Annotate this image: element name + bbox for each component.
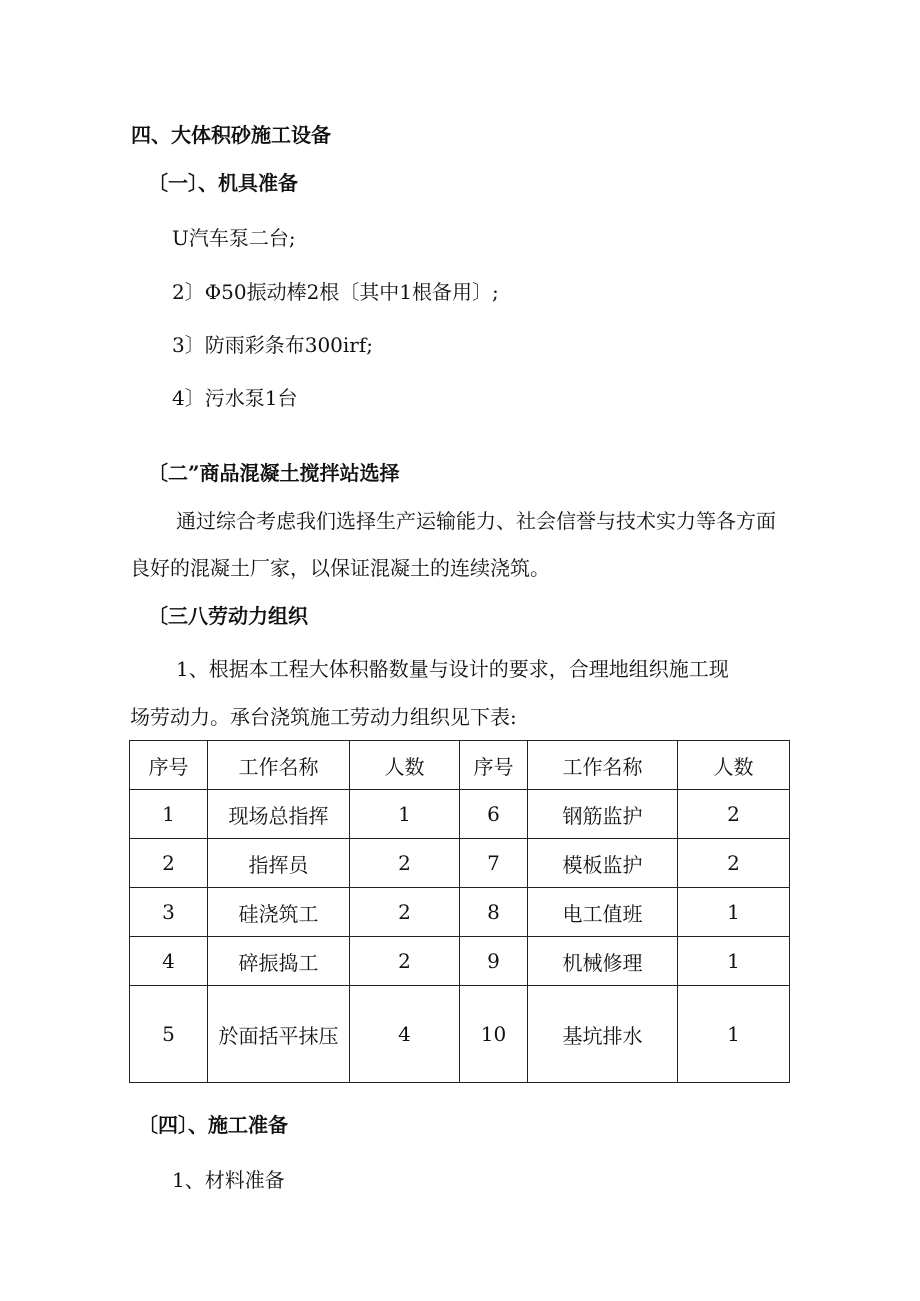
table-cell: 8 [460, 888, 528, 937]
table-cell: 现场总指挥 [208, 790, 350, 839]
header-cell: 人数 [350, 741, 460, 790]
header-cell: 序号 [460, 741, 528, 790]
table-row [130, 888, 790, 937]
table-cell: 1 [678, 937, 790, 986]
table-cell: 2 [350, 839, 460, 888]
table-cell: 模板监护 [528, 839, 678, 888]
preparation-item: 1、材料准备 [172, 1168, 285, 1192]
section-title: 四、大体积砂施工设备 [131, 123, 331, 147]
table-cell: 1 [678, 986, 790, 1083]
equipment-item: 2〕Φ50振动棒2根〔其中1根备用〕; [172, 280, 499, 304]
subsection-title-preparation: 〔四〕、施工准备 [138, 1113, 288, 1137]
table-cell: 钢筋监护 [528, 790, 678, 839]
subsection-title-labor: 〔三八劳动力组织 [148, 604, 308, 628]
paragraph-line: 良好的混凝土厂家，以保证混凝土的连续浇筑。 [130, 556, 550, 580]
table-cell: 5 [130, 986, 208, 1083]
table-cell: 2 [678, 839, 790, 888]
table-cell: 9 [460, 937, 528, 986]
table-cell: 电工值班 [528, 888, 678, 937]
table-cell: 1 [350, 790, 460, 839]
subsection-title-equipment: 〔一〕、机具准备 [148, 171, 298, 195]
table-cell: 基坑排水 [528, 986, 678, 1083]
table-cell: 10 [460, 986, 528, 1083]
table-cell: 3 [130, 888, 208, 937]
table-cell: 硅浇筑工 [208, 888, 350, 937]
header-cell: 工作名称 [528, 741, 678, 790]
table-cell: 1 [678, 888, 790, 937]
table-cell: 於面括平抹压 [208, 986, 350, 1083]
header-cell: 工作名称 [208, 741, 350, 790]
equipment-item: 4〕污水泵1台 [172, 386, 298, 410]
paragraph-line: 场劳动力。承台浇筑施工劳动力组织见下表: [130, 705, 517, 729]
table-cell: 2 [350, 937, 460, 986]
table-cell: 2 [678, 790, 790, 839]
labor-organization-table [129, 740, 790, 1083]
subsection-title-concrete-station: 〔二”商品混凝土搅拌站选择 [148, 461, 400, 485]
table-row [130, 790, 790, 839]
table-header-row [130, 741, 790, 790]
table-row [130, 986, 790, 1083]
table-cell: 机械修理 [528, 937, 678, 986]
header-cell: 序号 [130, 741, 208, 790]
table-cell: 7 [460, 839, 528, 888]
table-cell: 2 [350, 888, 460, 937]
table-row [130, 839, 790, 888]
table-row [130, 937, 790, 986]
header-cell: 人数 [678, 741, 790, 790]
table-cell: 2 [130, 839, 208, 888]
paragraph-line: 通过综合考虑我们选择生产运输能力、社会信誉与技术实力等各方面 [176, 509, 776, 533]
paragraph-line: 1、根据本工程大体积骼数量与设计的要求，合理地组织施工现 [176, 657, 729, 681]
table-cell: 1 [130, 790, 208, 839]
table-cell: 4 [350, 986, 460, 1083]
table-cell: 碎振捣工 [208, 937, 350, 986]
table-cell: 4 [130, 937, 208, 986]
table-cell: 指挥员 [208, 839, 350, 888]
equipment-item: U汽车泵二台; [172, 226, 296, 250]
table-cell: 6 [460, 790, 528, 839]
equipment-item: 3〕防雨彩条布300irf; [172, 333, 373, 357]
